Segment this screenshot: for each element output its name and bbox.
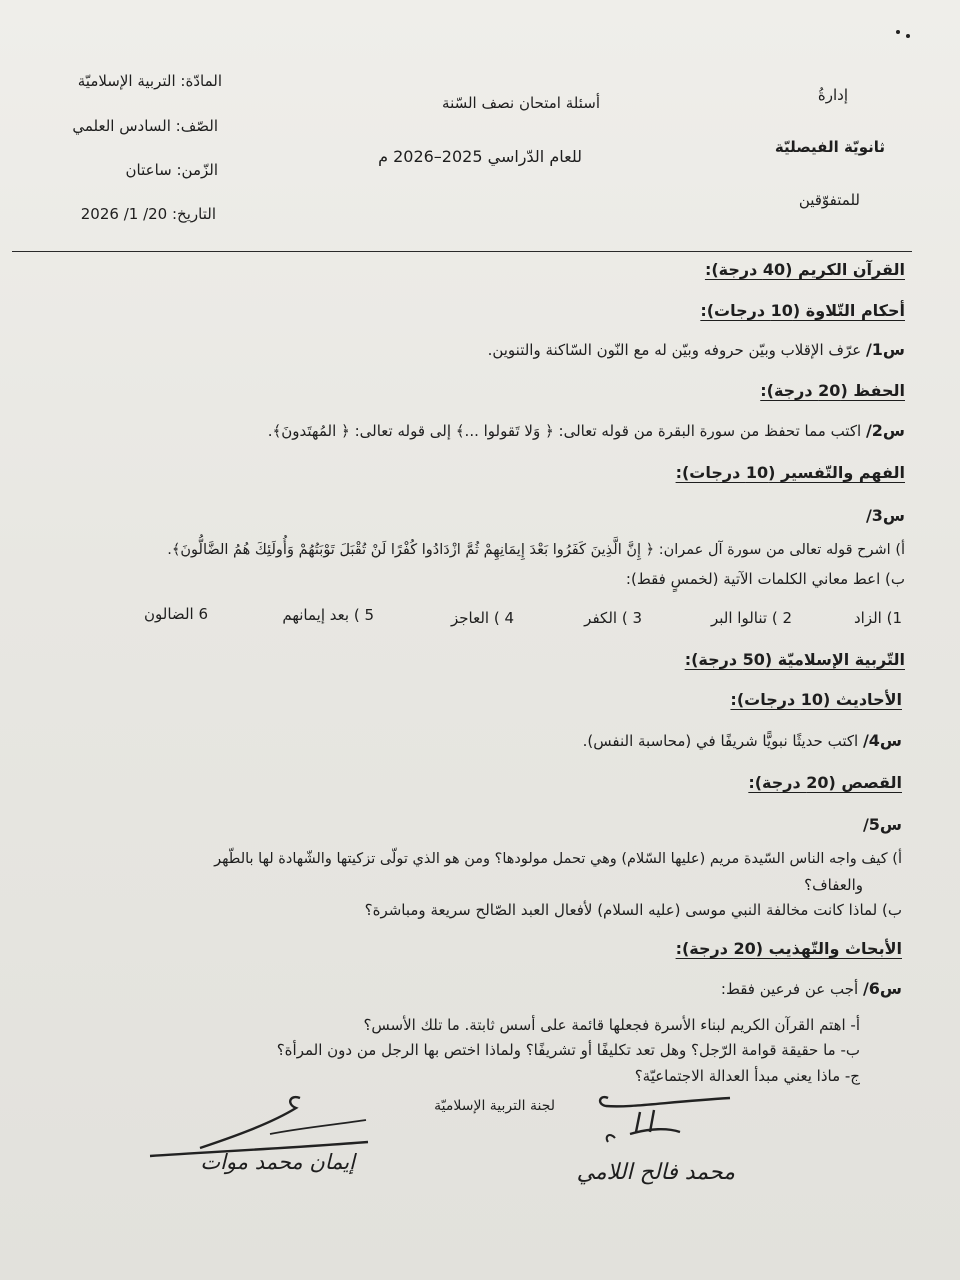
signature-right-name: محمد فالح اللامي [576, 1160, 735, 1185]
header-title: أسئلة امتحان نصف السّنة [442, 94, 600, 112]
ink-dot [896, 30, 900, 34]
header-divider [12, 251, 912, 252]
question-5-part-a-line-1: أ) كيف واجه الناس السّيدة مريم (عليها السّلام) وهي تحمل مولودها؟ ومن هو الذي تولّى تزكيتها والشّهادة لها بالطّهر [214, 851, 902, 867]
section-quran-heading: القرآن الكريم (40 درجة): [704, 260, 905, 279]
subsection-stories-heading: القصص (20 درجة): [748, 773, 902, 792]
question-6-part-c: ج- ماذا يعني مبدأ العدالة الاجتماعيّة؟ [634, 1067, 860, 1085]
question-1-text: عرّف الإقلاب وبيّن حروفه وبيّن له مع النّون السّاكنة والتنوين. [487, 341, 862, 359]
question-5-part-a-line-2: والعفاف؟ [804, 876, 863, 894]
vocab-word-1: 1) الزاد [853, 609, 902, 627]
header-admin: إدارةُ [817, 86, 848, 104]
subsection-research-heading: الأبحاث والتّهذيب (20 درجة): [675, 939, 902, 958]
vocab-word-5: 5 ) بعد إيمانهم [282, 606, 374, 624]
subsection-tajweed-heading: أحكام التّلاوة (10 درجات): [700, 301, 905, 320]
header-year: للعام الدّراسي 2025–2026 م [378, 147, 582, 166]
subsection-hadith-heading: الأحاديث (10 درجات): [730, 690, 902, 709]
header-school: ثانويّة الفيصليّة [774, 138, 885, 156]
question-3-part-a: أ) اشرح قوله تعالى من سورة آل عمران: ﴿ إِنَّ الَّذِينَ كَفَرُوا بَعْدَ إِيمَانِهِمْ ثُمَّ ازْدَادُوا كُفْرًا لَنْ تُقْبَلَ تَوْبَتُهُمْ وَأُولَئِكَ هُمُ الضَّالُّونَ﴾. [167, 542, 905, 558]
header-subject: المادّة: التربية الإسلاميّة [77, 72, 222, 90]
ink-dot [906, 34, 910, 38]
question-4 [583, 731, 902, 750]
question-6-part-a: أ- اهتم القرآن الكريم لبناء الأسرة فجعلها قائمة على أسس ثابتة. ما تلك الأسس؟ [363, 1016, 860, 1034]
question-4-text: اكتب حديثًا نبويًّا شريفًا في (محاسبة النفس). [582, 732, 859, 750]
question-2-number: س2/ [865, 421, 905, 440]
vocab-word-3: 3 ) الكفر [584, 609, 642, 627]
question-6-text: أجب عن فرعين فقط: [720, 980, 859, 998]
vocab-word-4: 4 ) العاجز [450, 609, 514, 627]
signature-left-name: إيمان محمد موات [200, 1150, 355, 1174]
question-1-number: س1/ [865, 340, 905, 359]
question-3-number: س3/ [865, 506, 905, 525]
question-5-number: س5/ [862, 815, 902, 834]
question-6 [721, 979, 902, 998]
question-5-part-b: ب) لماذا كانت مخالفة النبي موسى (عليه السلام) لأفعال العبد الصّالح سريعة ومباشرة؟ [364, 901, 902, 919]
question-6-number: س6/ [862, 979, 902, 998]
vocab-word-2: 2 ) تنالوا البر [710, 609, 792, 627]
header-school-suffix: للمتفوّقين [798, 191, 860, 209]
header-date: التاريخ: 20/ 1/ 2026 [80, 205, 216, 223]
header-class: الصّف: السادس العلمي [72, 117, 218, 135]
subsection-hifz-heading: الحفظ (20 درجة): [760, 381, 905, 400]
question-2 [268, 421, 905, 440]
section-islamic-heading: التّربية الإسلاميّة (50 درجة): [684, 650, 905, 669]
vocab-word-6: 6 الضالون [144, 605, 208, 623]
question-2-text: اكتب مما تحفظ من سورة البقرة من قوله تعالى: ﴿ وَلا تَقولوا ...﴾ إلى قوله تعالى: ﴿ المُهتَدونَ﴾. [267, 422, 862, 440]
question-1 [488, 340, 905, 359]
question-3-part-b: ب) اعط معاني الكلمات الآتية (لخمسٍ فقط): [625, 570, 905, 588]
committee-label: لجنة التربية الإسلاميّة [434, 1098, 555, 1114]
subsection-tafseer-heading: الفهم والتّفسير (10 درجات): [675, 463, 905, 482]
header-time: الزّمن: ساعتان [125, 161, 218, 179]
question-4-number: س4/ [862, 731, 902, 750]
question-6-part-b: ب- ما حقيقة قوامة الرّجل؟ وهل تعد تكليفًا أو تشريفًا؟ ولماذا اختص بها الرجل من دون المرأة؟ [276, 1041, 860, 1059]
